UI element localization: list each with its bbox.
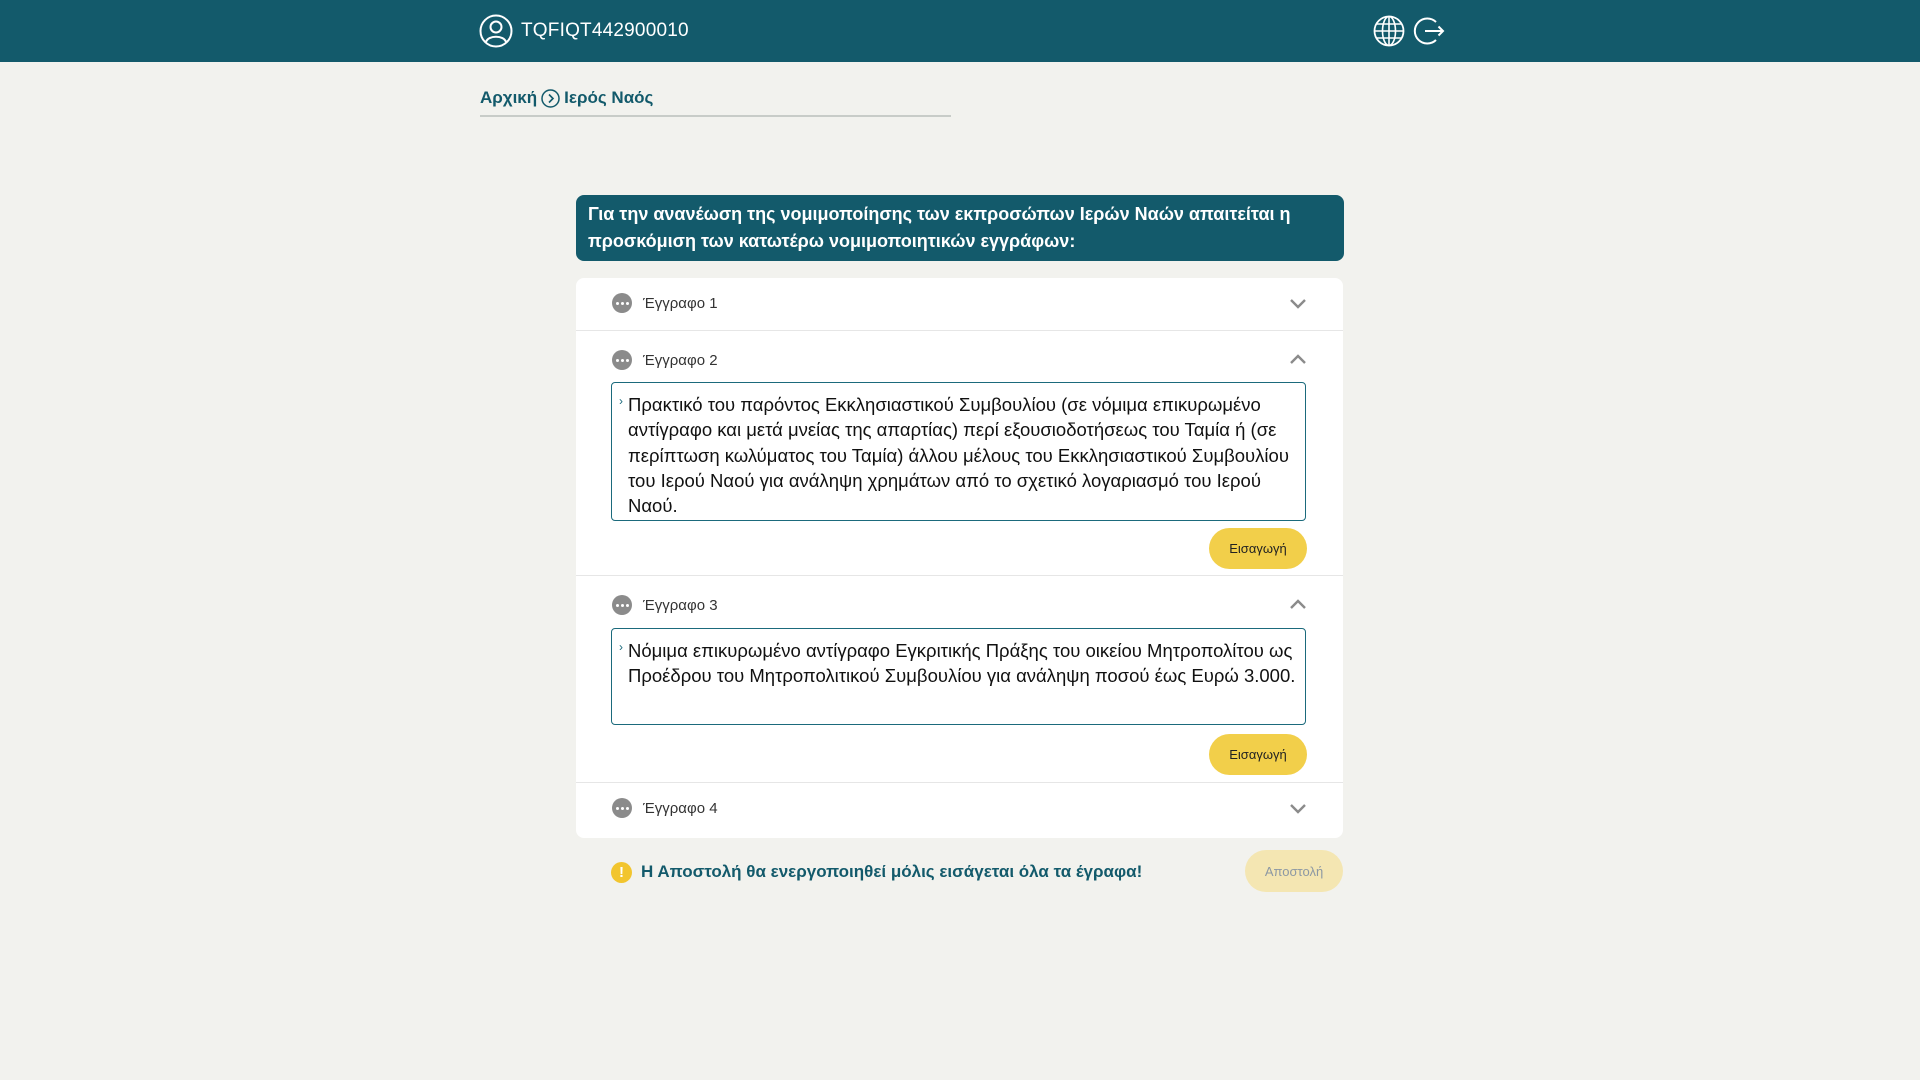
document-title: Έγγραφο 1 <box>643 294 718 312</box>
chevron-up-icon[interactable] <box>1288 350 1308 370</box>
breadcrumb-current: Ιερός Ναός <box>564 88 654 107</box>
document-description: Πρακτικό του παρόντος Εκκλησιαστικού Συμβουλίου (σε νόμιμα επικυρωμένο αντίγραφο και μετά μνείας της απαρτίας) περί εξουσιοδοτήσεως του Ταμία ή (σε περίπτωση κωλύματος του Ταμία) άλλου μέλους του Εκκλησιαστικού Συμβουλίου του Ιερού Ναού για ανάληψη χρημάτων από το σχετικό λογαριασμό του Ιερού Ναού. <box>628 394 1289 517</box>
document-header-4[interactable] <box>612 796 1308 820</box>
username: TQFIQT442900010 <box>521 20 689 41</box>
logout-icon <box>1413 15 1445 47</box>
document-item-1 <box>576 278 1343 330</box>
document-description-box <box>611 382 1306 521</box>
user-icon <box>479 14 513 48</box>
document-item-4 <box>576 782 1343 839</box>
more-icon <box>612 595 632 615</box>
user-info <box>479 14 689 48</box>
info-banner: Για την ανανέωση της νομιμοποίησης των εκπροσώπων Ιερών Ναών απαιτείται η προσκόμιση των κατωτέρω νομιμοποιητικών εγγράφων: <box>576 195 1344 261</box>
more-icon <box>612 350 632 370</box>
more-icon <box>612 798 632 818</box>
submit-notice-text: Η Αποστολή θα ενεργοποιηθεί μόλις εισάγεται όλα τα έγραφα! <box>641 862 1143 881</box>
document-title: Έγγραφο 4 <box>643 799 718 817</box>
chevron-right-icon <box>541 89 560 108</box>
chevron-down-icon[interactable] <box>1288 798 1308 818</box>
top-bar <box>0 0 1920 62</box>
insert-button[interactable]: Εισαγωγή <box>1209 528 1307 569</box>
document-item-3 <box>576 575 1343 783</box>
document-description: Νόμιμα επικυρωμένο αντίγραφο Εγκριτικής Πράξης του οικείου Μητροπολίτου ως Προέδρου του Μητροπολιτικού Συμβουλίου για ανάληψη ποσού έως Ευρώ 3.000. <box>628 640 1296 687</box>
document-title: Έγγραφο 2 <box>643 351 718 369</box>
document-header-1[interactable] <box>612 291 1308 315</box>
document-header-2[interactable] <box>612 348 1308 372</box>
globe-icon <box>1373 15 1405 47</box>
breadcrumb-home-link[interactable]: Αρχική <box>480 88 538 107</box>
more-icon <box>612 293 632 313</box>
document-item-2 <box>576 330 1343 576</box>
language-button[interactable] <box>1372 14 1406 48</box>
documents-panel <box>576 278 1343 838</box>
document-description-box <box>611 628 1306 725</box>
logout-button[interactable] <box>1412 14 1446 48</box>
submit-notice <box>611 860 1142 884</box>
chevron-up-icon[interactable] <box>1288 595 1308 615</box>
bullet-chevron-icon: › <box>619 394 623 408</box>
insert-button[interactable]: Εισαγωγή <box>1209 734 1307 775</box>
submit-button[interactable]: Αποστολή <box>1245 850 1343 892</box>
document-title: Έγγραφο 3 <box>643 596 718 614</box>
document-header-3[interactable] <box>612 593 1308 617</box>
chevron-down-icon[interactable] <box>1288 293 1308 313</box>
warning-icon: ! <box>611 862 632 883</box>
breadcrumb <box>480 88 951 117</box>
bullet-chevron-icon: › <box>619 640 623 654</box>
